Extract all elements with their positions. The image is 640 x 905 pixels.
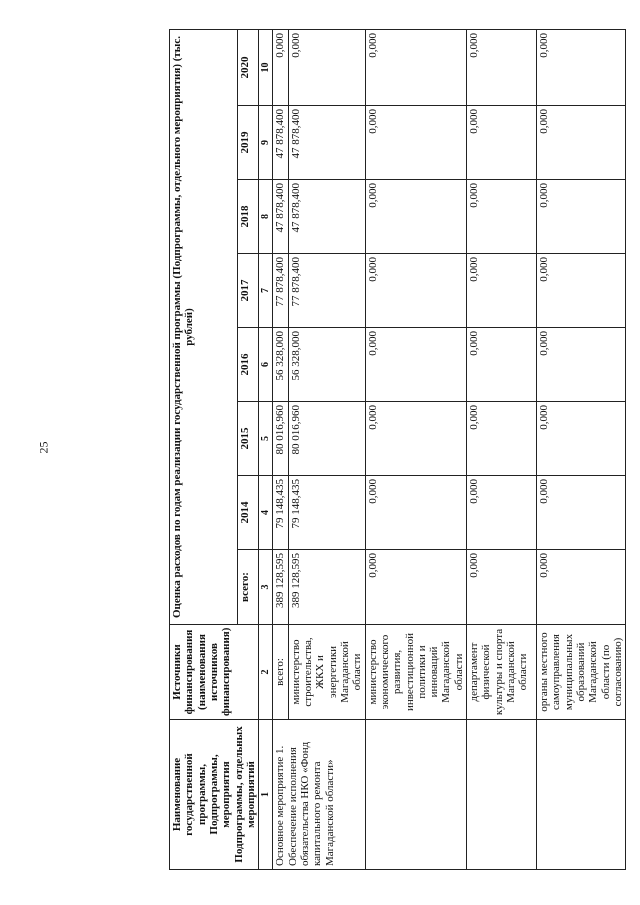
header-name: Наименование государственной программы, Подпрограммы, мероприятия Подпрограммы, отдельных мероприятий xyxy=(170,720,259,870)
value-cell: 0,000 xyxy=(467,180,537,254)
value-cell: 0,000 xyxy=(537,29,626,105)
column-index: 4 xyxy=(259,476,273,550)
value-cell: 0,000 xyxy=(537,328,626,402)
index-row xyxy=(259,29,273,869)
value-cell: 0,000 xyxy=(467,106,537,180)
budget-table-rotated xyxy=(169,30,624,870)
value-cell: 77 878,400 xyxy=(288,254,365,328)
column-index: 10 xyxy=(259,29,273,105)
table-row xyxy=(273,29,288,869)
value-cell: 80 016,960 xyxy=(273,402,288,476)
value-cell: 0,000 xyxy=(537,254,626,328)
value-cell: 0,000 xyxy=(365,328,467,402)
value-cell: 47 878,400 xyxy=(288,106,365,180)
source-cell: департамент физической культуры и спорта Магаданской области xyxy=(467,625,537,720)
source-cell: органы местного самоуправления муниципальных образований Магаданской области (по согласованию) xyxy=(537,625,626,720)
header-year: 2017 xyxy=(237,254,259,328)
table-row xyxy=(537,29,626,869)
value-cell: 80 016,960 xyxy=(288,402,365,476)
value-cell: 0,000 xyxy=(273,29,288,105)
column-index: 6 xyxy=(259,328,273,402)
column-index: 7 xyxy=(259,254,273,328)
source-cell: министерство экономического развития, инвестиционной политики и инноваций Магаданской области xyxy=(365,625,467,720)
value-cell: 47 878,400 xyxy=(273,106,288,180)
header-year: 2015 xyxy=(237,402,259,476)
event-title: Основное мероприятие 1. xyxy=(274,745,287,866)
event-name-cell-empty xyxy=(467,720,537,870)
column-index: 1 xyxy=(259,720,273,870)
event-description: Обеспечение исполнения обязательства НКО «Фонд капитального ремонта Магаданской области» xyxy=(286,741,336,866)
value-cell: 0,000 xyxy=(467,550,537,625)
value-cell: 0,000 xyxy=(365,29,467,105)
value-cell: 0,000 xyxy=(365,476,467,550)
value-cell: 0,000 xyxy=(537,476,626,550)
value-cell: 0,000 xyxy=(467,402,537,476)
value-cell: 56 328,000 xyxy=(288,328,365,402)
page-number: 25 xyxy=(36,441,51,454)
source-cell: министерство строительства, ЖКХ и энергетики Магаданской области xyxy=(288,625,365,720)
table-row xyxy=(365,29,467,869)
column-index: 2 xyxy=(259,625,273,720)
value-cell: 0,000 xyxy=(365,254,467,328)
event-name-cell-empty xyxy=(537,720,626,870)
value-cell: 0,000 xyxy=(537,106,626,180)
value-cell: 0,000 xyxy=(365,550,467,625)
column-index: 5 xyxy=(259,402,273,476)
table-row xyxy=(467,29,537,869)
source-cell: всего: xyxy=(273,625,288,720)
header-source: Источники финансирования (наименования источников финансирования) xyxy=(170,625,259,720)
value-cell: 0,000 xyxy=(288,29,365,105)
header-year: 2020 xyxy=(237,29,259,105)
value-cell: 56 328,000 xyxy=(273,328,288,402)
header-year: 2014 xyxy=(237,476,259,550)
value-cell: 79 148,435 xyxy=(288,476,365,550)
value-cell: 0,000 xyxy=(365,180,467,254)
value-cell: 389 128,595 xyxy=(288,550,365,625)
value-cell: 0,000 xyxy=(467,29,537,105)
value-cell: 0,000 xyxy=(537,180,626,254)
value-cell: 0,000 xyxy=(537,550,626,625)
value-cell: 47 878,400 xyxy=(288,180,365,254)
header-year: 2016 xyxy=(237,328,259,402)
event-name-cell-empty xyxy=(365,720,467,870)
value-cell: 0,000 xyxy=(467,254,537,328)
column-index: 3 xyxy=(259,550,273,625)
column-index: 9 xyxy=(259,106,273,180)
value-cell: 0,000 xyxy=(537,402,626,476)
header-year: 2018 xyxy=(237,180,259,254)
header-estimate: Оценка расходов по годам реализации государственной программы (Подпрограммы, отдельного мероприятия) (тыс. рублей) xyxy=(170,29,238,624)
value-cell: 389 128,595 xyxy=(273,550,288,625)
value-cell: 0,000 xyxy=(467,476,537,550)
value-cell: 47 878,400 xyxy=(273,180,288,254)
value-cell: 79 148,435 xyxy=(273,476,288,550)
header-year: 2019 xyxy=(237,106,259,180)
value-cell: 0,000 xyxy=(365,402,467,476)
budget-table xyxy=(169,29,626,870)
header-total: всего: xyxy=(237,550,259,625)
column-index: 8 xyxy=(259,180,273,254)
value-cell: 0,000 xyxy=(467,328,537,402)
event-name-cell xyxy=(273,720,365,870)
value-cell: 0,000 xyxy=(365,106,467,180)
value-cell: 77 878,400 xyxy=(273,254,288,328)
